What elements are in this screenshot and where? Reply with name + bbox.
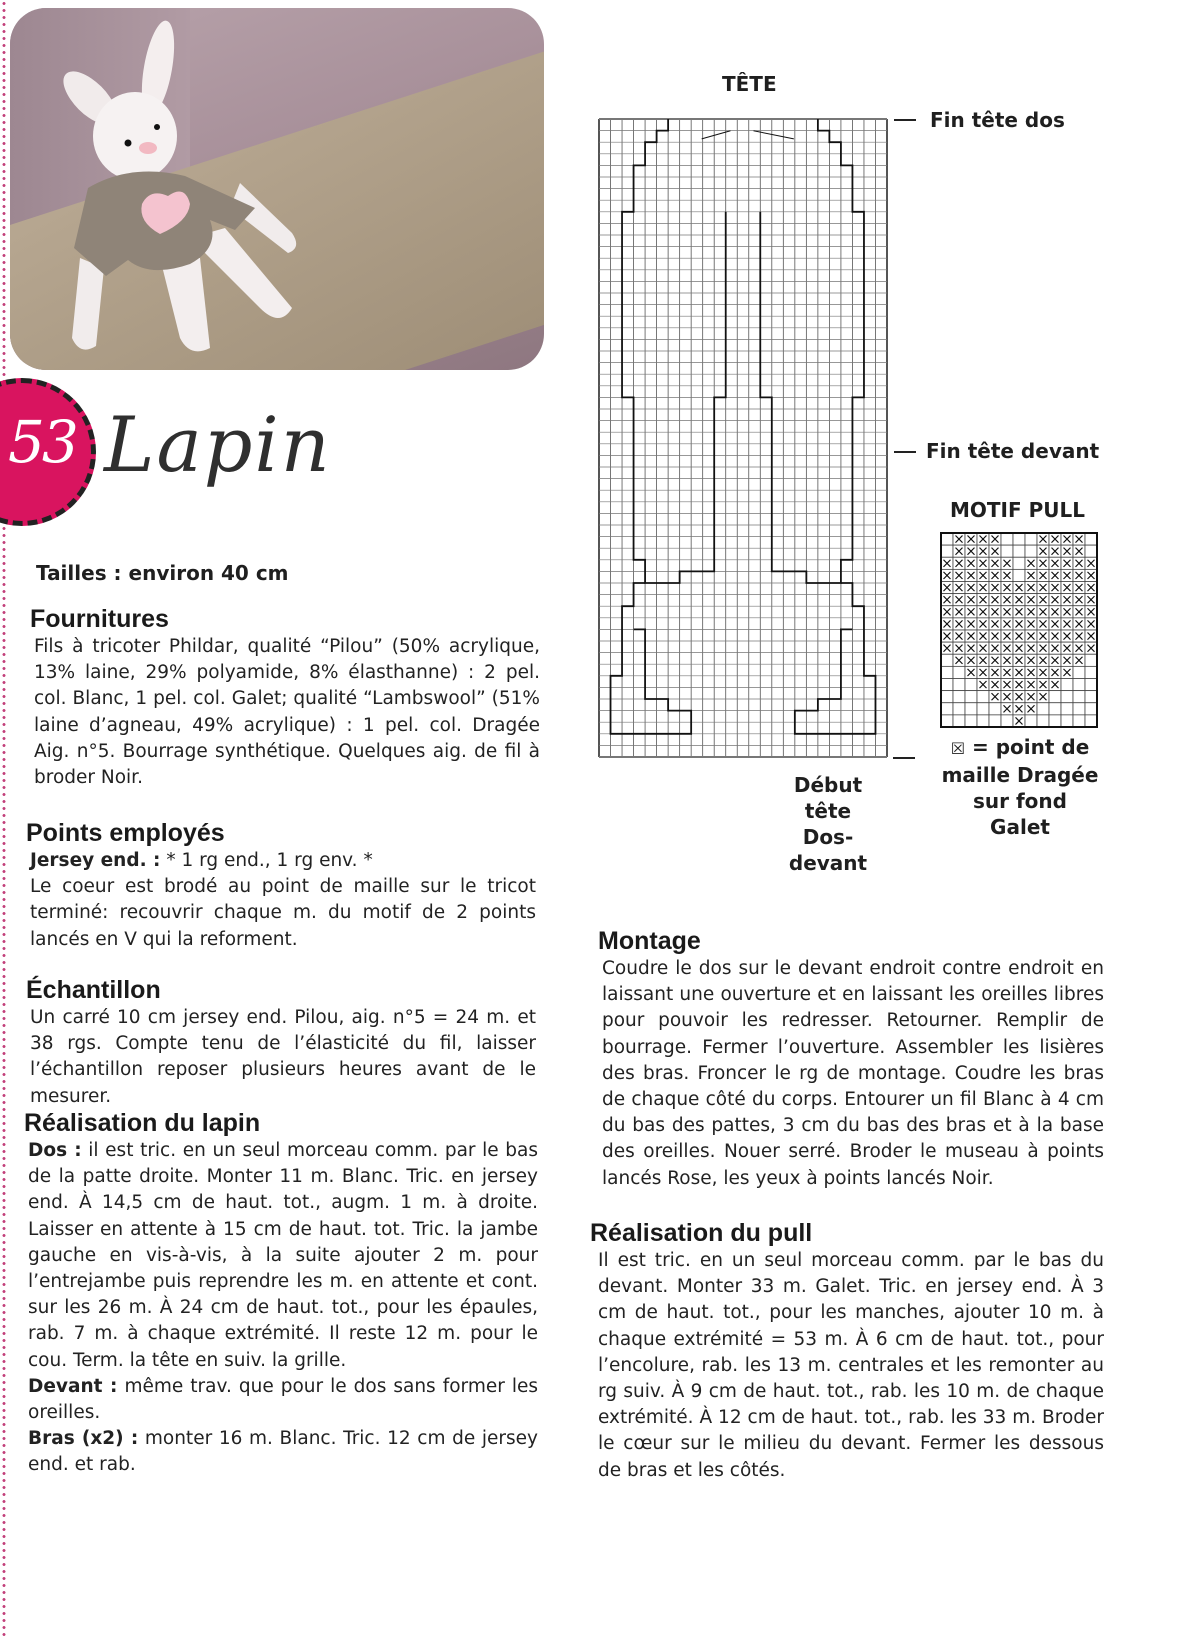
motif-cell [953, 703, 965, 715]
heading-fournitures: Fournitures [30, 605, 169, 633]
label-jersey: Jersey end. : [30, 850, 161, 871]
motif-chart-title: MOTIF PULL [950, 498, 1085, 522]
heading-points: Points employés [26, 819, 225, 847]
motif-cell [941, 691, 953, 703]
label-fin-tete-devant: Fin tête devant [926, 439, 1100, 463]
text-echantillon: Un carré 10 cm jersey end. Pilou, aig. n°5 = 24 m. et 38 rgs. Compte tenu de l’élasticité du fil, laisser l’échantillon reposer plusieurs heures avant de le mesurer. [30, 1007, 536, 1107]
motif-legend-line1 [940, 734, 1100, 762]
heading-montage: Montage [598, 927, 701, 955]
motif-cell [1001, 545, 1013, 557]
motif-cell [1085, 533, 1097, 545]
motif-cell [965, 679, 977, 691]
bunny-head [93, 92, 177, 180]
motif-cell [989, 715, 1001, 727]
tete-head-outline-left [611, 583, 692, 734]
motif-cell [977, 703, 989, 715]
motif-cell [1073, 691, 1085, 703]
pattern-title: Lapin [104, 400, 332, 489]
motif-cell [1025, 533, 1037, 545]
motif-cell [941, 533, 953, 545]
label-debut-tete-line2: Dos-devant [788, 825, 868, 875]
tete-arrow-right [754, 131, 794, 139]
cross-stitch-icon: ☒ [950, 739, 966, 758]
motif-cell [1049, 703, 1061, 715]
motif-legend [940, 734, 1100, 840]
section-realisation-pull [590, 1218, 1104, 1484]
motif-cell [1073, 679, 1085, 691]
label-dos: Dos : [28, 1140, 82, 1161]
text-realisation-pull: Il est tric. en un seul morceau comm. par le bas du devant. Monter 33 m. Galet. Tric. en jersey end. À 3 cm de haut. tot., pour les manches, ajouter 10 m. à chaque extrémité = 53 m. À 6 cm de haut. tot., pour l’encolure, rab. les 13 m. centrales et les remonter au rg suiv. À 9 cm de haut. tot., rab. les 10 m. de chaque extrémité. À 12 cm de haut. tot., rab. les 33 m. Broder le cœur sur le milieu du devant. Fermer les dessous de bras et les côtés. [598, 1250, 1104, 1481]
motif-cell [1085, 666, 1097, 678]
motif-cell [1025, 715, 1037, 727]
motif-cell [1085, 654, 1097, 666]
tete-grid-lines [599, 119, 887, 757]
motif-cell [953, 715, 965, 727]
motif-cell [965, 715, 977, 727]
bunny-photo [10, 8, 544, 370]
pattern-number: 53 [8, 408, 76, 476]
value-bras: monter 16 m. Blanc. Tric. 12 cm de jersey end. et rab. [28, 1428, 538, 1476]
tete-grid [598, 118, 890, 760]
label-debut-tete-line1: Début tête [793, 773, 863, 823]
heading-echantillon: Échantillon [26, 976, 161, 1004]
motif-grid [940, 532, 1100, 730]
section-realisation-lapin [24, 1108, 538, 1479]
motif-cell [1001, 533, 1013, 545]
motif-cell [1085, 679, 1097, 691]
heading-realisation-lapin: Réalisation du lapin [24, 1109, 261, 1137]
value-jersey: * 1 rg end., 1 rg env. * [160, 850, 373, 871]
bunny-leg-left [160, 258, 210, 351]
motif-cell [953, 666, 965, 678]
bunny-arm-left [72, 258, 104, 350]
sizes-line: Tailles : environ 40 cm [36, 561, 289, 585]
value-devant: même trav. que pour le dos sans former les oreilles. [28, 1375, 538, 1424]
motif-cell [1001, 715, 1013, 727]
motif-cell [953, 679, 965, 691]
bunny-eye [125, 140, 132, 147]
motif-cell [941, 545, 953, 557]
motif-cell [977, 715, 989, 727]
text-jersey [26, 848, 536, 874]
motif-cell [1013, 569, 1025, 581]
label-devant: Devant : [28, 1375, 118, 1397]
motif-cell [1061, 679, 1073, 691]
motif-cell [941, 654, 953, 666]
motif-cell [1085, 715, 1097, 727]
motif-cell [1013, 557, 1025, 569]
label-fin-tete-dos: Fin tête dos [930, 108, 1065, 132]
motif-cell [1085, 691, 1097, 703]
tick-fin-tete-devant [894, 451, 916, 453]
tete-chart-title: TÊTE [722, 72, 777, 96]
motif-cell [1073, 715, 1085, 727]
motif-cell [1061, 715, 1073, 727]
label-bras: Bras (x2) : [28, 1428, 139, 1450]
motif-cell [941, 679, 953, 691]
tick-fin-tete-dos [894, 119, 916, 121]
motif-cell [1073, 703, 1085, 715]
motif-cell [1037, 703, 1049, 715]
motif-cell [941, 715, 953, 727]
bunny-cheek [139, 142, 157, 154]
tick-debut-tete [893, 757, 915, 759]
section-points [26, 818, 536, 953]
motif-cell [1061, 691, 1073, 703]
motif-legend-line2: maille Dragée [941, 763, 1099, 787]
motif-cell [1085, 703, 1097, 715]
motif-cell [1049, 691, 1061, 703]
section-fournitures [30, 604, 540, 791]
motif-cell [1013, 533, 1025, 545]
section-echantillon [26, 975, 536, 1110]
motif-cell [1025, 545, 1037, 557]
motif-cell [989, 703, 1001, 715]
motif-cell [1073, 666, 1085, 678]
motif-cell [1085, 545, 1097, 557]
label-debut-tete [768, 772, 888, 876]
value-dos: il est tric. en un seul morceau comm. par le bas de la patte droite. Monter 11 m. Blanc. Tric. en jersey end. À 14,5 cm de haut. tot., augm. 1 m. à droite. Laisser en attente à 15 cm de haut. tot. Tric. la jambe gauche en vis-à-vis, à la suite ajouter 2 m. pour l’entrejambe puis reprendre les m. en attente et cont. sur les 26 m. À 24 cm de haut. tot., pour les épaules, rab. 7 m. à chaque extrémité. Il reste 12 m. pour le cou. Term. la tête en suiv. la grille. [28, 1140, 538, 1371]
text-bras [24, 1426, 538, 1478]
text-dos [24, 1138, 538, 1374]
motif-cell [965, 703, 977, 715]
bunny-illustration [10, 8, 544, 370]
motif-cell [1061, 703, 1073, 715]
heading-realisation-pull: Réalisation du pull [590, 1219, 813, 1247]
text-devant [24, 1374, 538, 1426]
motif-cell [953, 691, 965, 703]
section-montage [598, 926, 1104, 1192]
motif-legend-text1: = point de [965, 735, 1090, 759]
motif-legend-line3: sur fond Galet [973, 789, 1067, 839]
text-points: Le coeur est brodé au point de maille sur le tricot terminé: recouvrir chaque m. du motif de 2 points lancés en V qui la reforment. [30, 876, 536, 950]
bunny-eye [154, 124, 160, 130]
tete-arrow-left [702, 131, 731, 139]
motif-cell [965, 691, 977, 703]
motif-cell [941, 703, 953, 715]
motif-cell [977, 691, 989, 703]
motif-cell [1037, 715, 1049, 727]
text-montage: Coudre le dos sur le devant endroit contre endroit en laissant une ouverture et en laissant les oreilles libres pour pouvoir les redresser. Retourner. Remplir de bourrage. Fermer l’ouverture. Assembler les lisières des bras. Froncer le rg de montage. Coudre les bras de chaque côté du corps. Entourer un fil Blanc à 4 cm du bas des pattes, 3 cm du bas des bras et à la base des oreilles. Nouer serré. Broder le museau à points lancés Rose, les yeux à points lancés Noir. [602, 958, 1104, 1189]
motif-cell [1013, 545, 1025, 557]
motif-cell [941, 666, 953, 678]
motif-cell [1049, 715, 1061, 727]
text-fournitures: Fils à tricoter Phildar, qualité “Pilou” (50% acrylique, 13% laine, 29% polyamide, 8% élasthanne) : 2 pel. col. Blanc, 1 pel. col. Galet; qualité “Lambswool” (51% laine d’agneau, 49% acrylique) : 1 pel. col. Dragée Aig. n°5. Bourrage synthétique. Quelques aig. de fil à broder Noir. [34, 636, 540, 789]
tete-head-outline-right [795, 583, 876, 734]
decorative-dotted-border [2, 0, 6, 1638]
